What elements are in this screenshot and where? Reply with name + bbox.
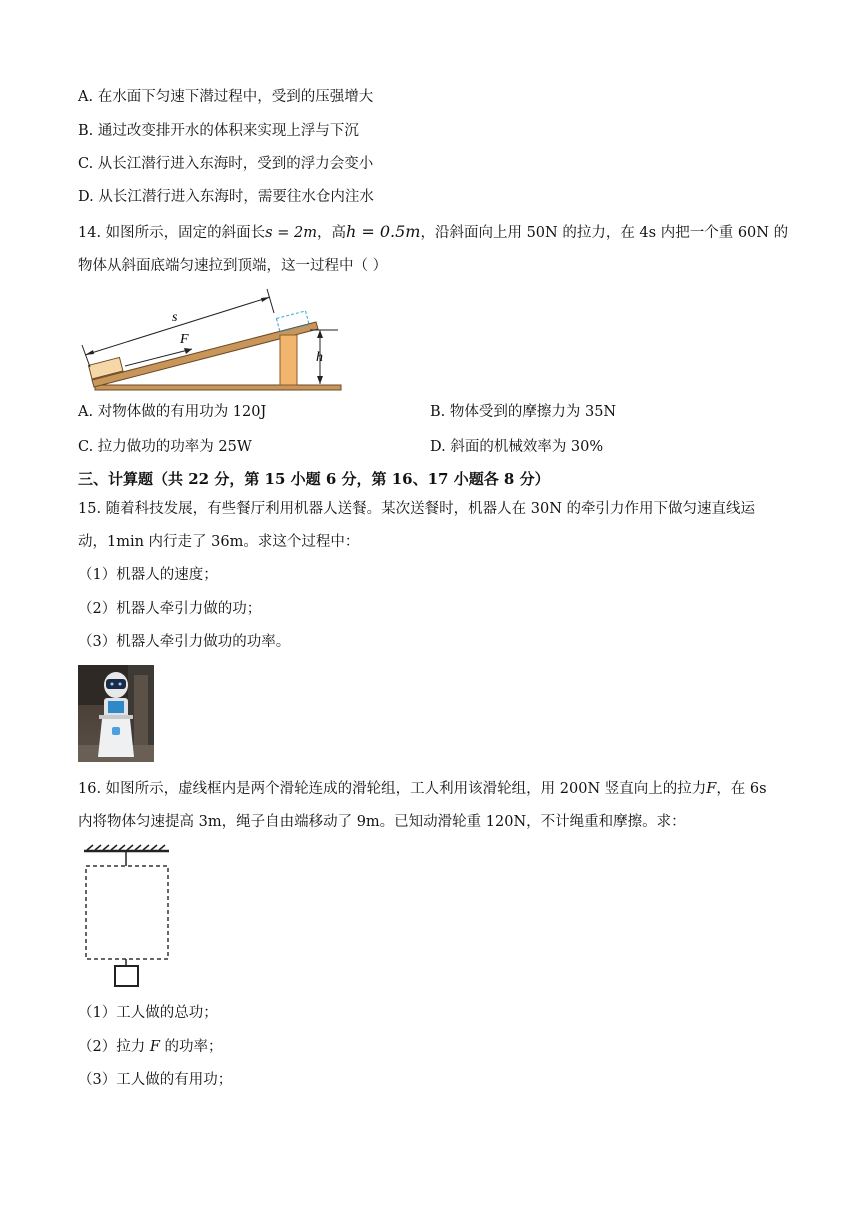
q14-stem-line2: 物体从斜面底端匀速拉到顶端，这一过程中（ ） bbox=[78, 258, 388, 274]
q16-sub-1: （1）工人做的总功； bbox=[78, 1005, 218, 1021]
label-f: F bbox=[180, 332, 189, 347]
q13-option-d: D. 从长江潜行进入东海时，需要往水仓内注水 bbox=[78, 189, 374, 205]
q14-stem-text-a: 14. 如图所示，固定的斜面长 bbox=[78, 225, 266, 241]
s-arrow-left bbox=[85, 350, 94, 355]
dim-tick-left bbox=[82, 345, 90, 367]
q15-sub-3: （3）机器人牵引力做功的功率。 bbox=[78, 634, 291, 650]
q16-sub-3: （3）工人做的有用功； bbox=[78, 1072, 233, 1088]
q16-sub-2-force: F bbox=[149, 1039, 160, 1055]
robot-figure bbox=[78, 665, 154, 762]
load-block bbox=[115, 966, 138, 986]
q14-stem-line1 bbox=[78, 222, 788, 243]
label-h: h bbox=[316, 350, 323, 365]
h-arrow-top bbox=[317, 330, 323, 338]
pulley-diagram bbox=[84, 845, 174, 990]
q14-s-expression: s = 2m bbox=[265, 225, 317, 241]
label-s: s bbox=[172, 310, 178, 325]
incline-diagram bbox=[80, 285, 350, 395]
q15-sub-2: （2）机器人牵引力做的功； bbox=[78, 601, 262, 617]
ceiling-hatching bbox=[87, 845, 165, 850]
robot-photo bbox=[78, 665, 154, 762]
q16-sub-2-text-a: （2）拉力 bbox=[78, 1039, 150, 1055]
q16-force-symbol: F bbox=[706, 781, 717, 797]
q13-option-c: C. 从长江潜行进入东海时，受到的浮力会变小 bbox=[78, 156, 374, 172]
pulley-dashed-box bbox=[86, 866, 168, 959]
section-heading: 三、计算题（共 22 分，第 15 小题 6 分，第 16、17 小题各 8 分） bbox=[78, 470, 550, 488]
q13-option-b: B. 通过改变排开水的体积来实现上浮与下沉 bbox=[78, 123, 359, 139]
q15-sub-1: （1）机器人的速度； bbox=[78, 567, 218, 583]
ground-board bbox=[95, 385, 341, 390]
q14-option-a: A. 对物体做的有用功为 120J bbox=[78, 404, 267, 420]
q16-sub-2 bbox=[78, 1037, 223, 1057]
q16-sub-2-text-b: 的功率； bbox=[159, 1039, 223, 1055]
q16-stem-line1 bbox=[78, 779, 767, 799]
force-arrowhead bbox=[184, 348, 192, 354]
q16-stem-line2: 内将物体匀速提高 3m，绳子自由端移动了 9m。已知动滑轮重 120N，不计绳重和摩擦。求： bbox=[78, 814, 686, 830]
dim-tick-right bbox=[267, 289, 274, 313]
q14-option-b: B. 物体受到的摩擦力为 35N bbox=[430, 404, 617, 420]
support-post bbox=[280, 335, 297, 385]
q14-option-d: D. 斜面的机械效率为 30% bbox=[430, 439, 604, 455]
q15-stem-line1: 15. 随着科技发展，有些餐厅利用机器人送餐。某次送餐时，机器人在 30N 的牵引力作用下做匀速直线运 bbox=[78, 501, 756, 517]
q14-option-c: C. 拉力做功的功率为 25W bbox=[78, 439, 252, 455]
q13-option-a: A. 在水面下匀速下潜过程中，受到的压强增大 bbox=[78, 89, 374, 105]
q14-stem-text-b: ，高 bbox=[316, 225, 346, 241]
q16-stem-text-b: ，在 6s bbox=[716, 781, 767, 797]
q16-stem-text-a: 16. 如图所示，虚线框内是两个滑轮连成的滑轮组，工人利用该滑轮组，用 200N 竖直向上的拉力 bbox=[78, 781, 707, 797]
q14-h-expression: h = 0.5m bbox=[345, 222, 421, 241]
q14-stem-text-c: ，沿斜面向上用 50N 的拉力，在 4s 内把一个重 60N 的 bbox=[420, 225, 789, 241]
h-arrow-bottom bbox=[317, 376, 323, 384]
s-arrow-right bbox=[261, 297, 270, 302]
q15-stem-line2: 动，1min 内行走了 36m。求这个过程中： bbox=[78, 534, 360, 550]
